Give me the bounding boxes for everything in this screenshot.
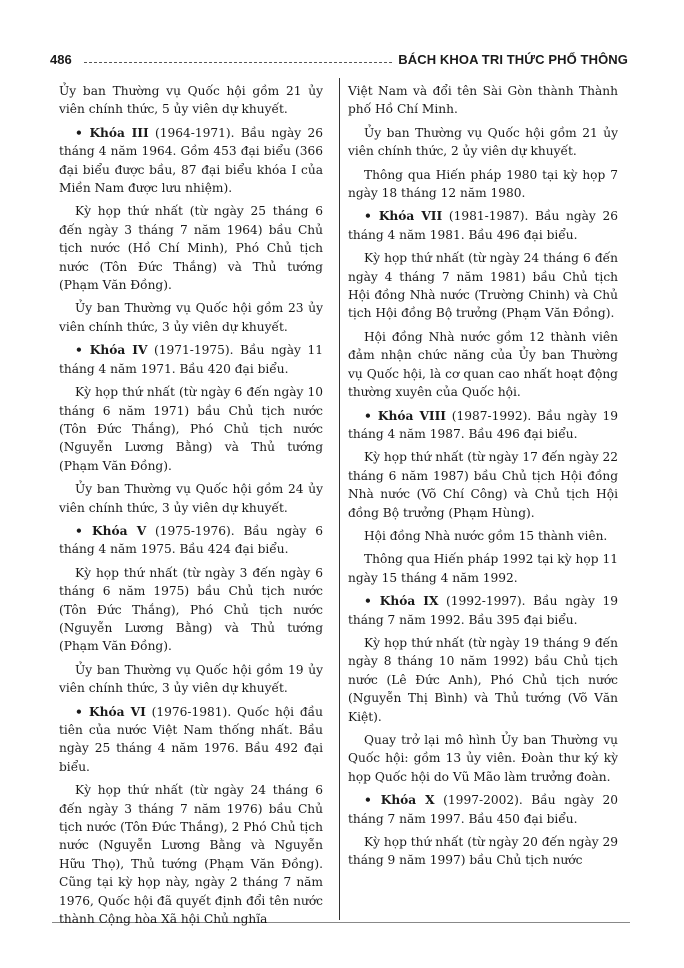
running-title: BÁCH KHOA TRI THỨC PHỔ THÔNG <box>398 52 628 67</box>
term-paragraph <box>59 124 323 198</box>
paragraph-text: (1964-1971). Bầu ngày 26 tháng 4 năm 1964. Gồm 453 đại biểu (366 đại biểu được bầu, 87 đại biểu khóa I của Miền Nam được lưu nhiệm). <box>59 125 323 196</box>
paragraph <box>348 527 618 545</box>
paragraph <box>59 299 323 336</box>
term-heading: • Khóa IX <box>364 594 439 609</box>
paragraph <box>348 82 618 119</box>
right-column <box>348 82 618 875</box>
paragraph <box>59 383 323 475</box>
paragraph <box>348 634 618 726</box>
paragraph <box>348 448 618 522</box>
paragraph-text: Ủy ban Thường vụ Quốc hội gồm 19 ủy viên chính thức, 3 ủy viên dự khuyết. <box>59 662 323 696</box>
paragraph <box>348 328 618 402</box>
paragraph-text: Kỳ họp thứ nhất (từ ngày 19 tháng 9 đến ngày 8 tháng 10 năm 1992) bầu Chủ tịch nước (Lê Đức Anh), Phó Chủ tịch nước (Nguyễn Thị Bình) và Thủ tướng (Võ Văn Kiệt). <box>348 635 618 724</box>
term-paragraph <box>348 592 618 629</box>
paragraph-text: Kỳ họp thứ nhất (từ ngày 24 tháng 6 đến ngày 4 tháng 7 năm 1981) bầu Chủ tịch Hội đồng Nhà nước (Trường Chinh) và Chủ tịch Hội đồng Bộ trưởng (Phạm Văn Đồng). <box>348 251 618 321</box>
paragraph-text: Kỳ họp thứ nhất (từ ngày 20 đến ngày 29 tháng 9 năm 1997) bầu Chủ tịch nước <box>348 835 618 868</box>
paragraph-text: (1992-1997). Bầu ngày 19 tháng 7 năm 1992. Bầu 395 đại biểu. <box>348 594 618 627</box>
paragraph <box>348 731 618 786</box>
paragraph-text: Kỳ họp thứ nhất (từ ngày 6 đến ngày 10 tháng 6 năm 1971) bầu Chủ tịch nước (Tôn Đức Thắng), Phó Chủ tịch nước (Nguyễn Lương Bằng) và Thủ tướng (Phạm Văn Đồng). <box>59 385 323 473</box>
term-paragraph <box>348 791 618 828</box>
term-paragraph <box>59 522 323 559</box>
paragraph-text: Hội đồng Nhà nước gồm 12 thành viên đảm nhận chức năng của Ủy ban Thường vụ Quốc hội, là cơ quan cao nhất hoạt động thường xuyên của Quốc hội. <box>348 329 618 400</box>
term-heading: • Khóa III <box>75 125 149 140</box>
paragraph <box>348 166 618 203</box>
term-paragraph <box>59 703 323 777</box>
paragraph-text: Thông qua Hiến pháp 1992 tại kỳ họp 11 ngày 15 tháng 4 năm 1992. <box>348 552 618 585</box>
paragraph-text: (1981-1987). Bầu ngày 26 tháng 4 năm 1981. Bầu 496 đại biểu. <box>348 209 618 242</box>
paragraph <box>59 661 323 698</box>
paragraph <box>59 564 323 656</box>
term-heading: • Khóa IV <box>75 343 148 358</box>
left-column <box>59 82 323 933</box>
paragraph-text: (1997-2002). Bầu ngày 20 tháng 7 năm 1997. Bầu 450 đại biểu. <box>348 793 618 826</box>
paragraph-text: (1976-1981). Quốc hội đầu tiên của nước Việt Nam thống nhất. Bầu ngày 25 tháng 4 năm 1976. Bầu 492 đại biểu. <box>59 704 323 774</box>
paragraph <box>348 833 618 870</box>
paragraph-text: Thông qua Hiến pháp 1980 tại kỳ họp 7 ngày 18 tháng 12 năm 1980. <box>348 167 618 201</box>
paragraph-text: Kỳ họp thứ nhất (từ ngày 17 đến ngày 22 tháng 6 năm 1987) bầu Chủ tịch Hội đồng Nhà nước (Võ Chí Công) và Chủ tịch Hội đồng Bộ trưởng (Phạm Hùng). <box>348 450 618 520</box>
term-heading: • Khóa X <box>364 793 435 808</box>
paragraph-text: (1975-1976). Bầu ngày 6 tháng 4 năm 1975. Bầu 424 đại biểu. <box>59 523 323 557</box>
paragraph <box>59 781 323 928</box>
paragraph-text: Kỳ họp thứ nhất (từ ngày 25 tháng 6 đến ngày 3 tháng 7 năm 1964) bầu Chủ tịch nước (Hồ Chí Minh), Phó Chủ tịch nước (Tôn Đức Thắng) và Thủ tướng (Phạm Văn Đồng). <box>59 204 323 293</box>
paragraph <box>348 124 618 161</box>
paragraph-text: Việt Nam và đổi tên Sài Gòn thành Thành phố Hồ Chí Minh. <box>348 84 618 117</box>
paragraph-text: Ủy ban Thường vụ Quốc hội gồm 24 ủy viên chính thức, 3 ủy viên dự khuyết. <box>59 482 323 515</box>
page-header <box>50 52 628 72</box>
paragraph <box>59 82 323 119</box>
paragraph-text: Ủy ban Thường vụ Quốc hội gồm 21 ủy viên chính thức, 2 ủy viên dự khuyết. <box>348 125 618 159</box>
page-number: 486 <box>50 52 72 67</box>
term-paragraph <box>348 407 618 444</box>
header-rule <box>84 62 392 63</box>
paragraph-text: (1987-1992). Bầu ngày 19 tháng 4 năm 1987. Bầu 496 đại biểu. <box>348 408 618 441</box>
term-paragraph <box>348 207 618 244</box>
paragraph <box>59 202 323 294</box>
paragraph-text: Ủy ban Thường vụ Quốc hội gồm 23 ủy viên chính thức, 3 ủy viên dự khuyết. <box>59 301 323 334</box>
paragraph <box>348 249 618 323</box>
paragraph-text: (1971-1975). Bầu ngày 11 tháng 4 năm 1971. Bầu 420 đại biểu. <box>59 343 323 376</box>
paragraph <box>348 550 618 587</box>
column-divider <box>339 78 340 920</box>
paragraph-text: Ủy ban Thường vụ Quốc hội gồm 21 ủy viên chính thức, 5 ủy viên dự khuyết. <box>59 84 323 117</box>
term-heading: • Khóa VII <box>364 209 443 224</box>
term-paragraph <box>59 341 323 378</box>
paragraph-text: Kỳ họp thứ nhất (từ ngày 3 đến ngày 6 tháng 6 năm 1975) bầu Chủ tịch nước (Tôn Đức Thắng), Phó Chủ tịch nước (Nguyễn Lương Bằng) và Thủ tướng (Phạm Văn Đồng). <box>59 565 323 654</box>
term-heading: • Khóa V <box>75 523 147 538</box>
term-heading: • Khóa VIII <box>364 408 446 423</box>
paragraph-text: Hội đồng Nhà nước gồm 15 thành viên. <box>364 528 608 543</box>
paragraph-text: Quay trở lại mô hình Ủy ban Thường vụ Quốc hội: gồm 13 ủy viên. Đoàn thư ký kỳ họp Quốc hội do Vũ Mão làm trưởng đoàn. <box>348 733 618 784</box>
term-heading: • Khóa VI <box>75 704 146 719</box>
paragraph <box>59 480 323 517</box>
paragraph-text: Kỳ họp thứ nhất (từ ngày 24 tháng 6 đến ngày 3 tháng 7 năm 1976) bầu Chủ tịch nước (Tôn Đức Thắng), 2 Phó Chủ tịch nước (Nguyễn Lương Bằng và Nguyễn Hữu Thọ), Thủ tướng (Phạm Văn Đồng). Cũng tại kỳ họp này, ngày 2 tháng 7 năm 1976, Quốc hội đã quyết định đổi tên nước thành Cộng hòa Xã hội Chủ nghĩa <box>59 783 323 927</box>
